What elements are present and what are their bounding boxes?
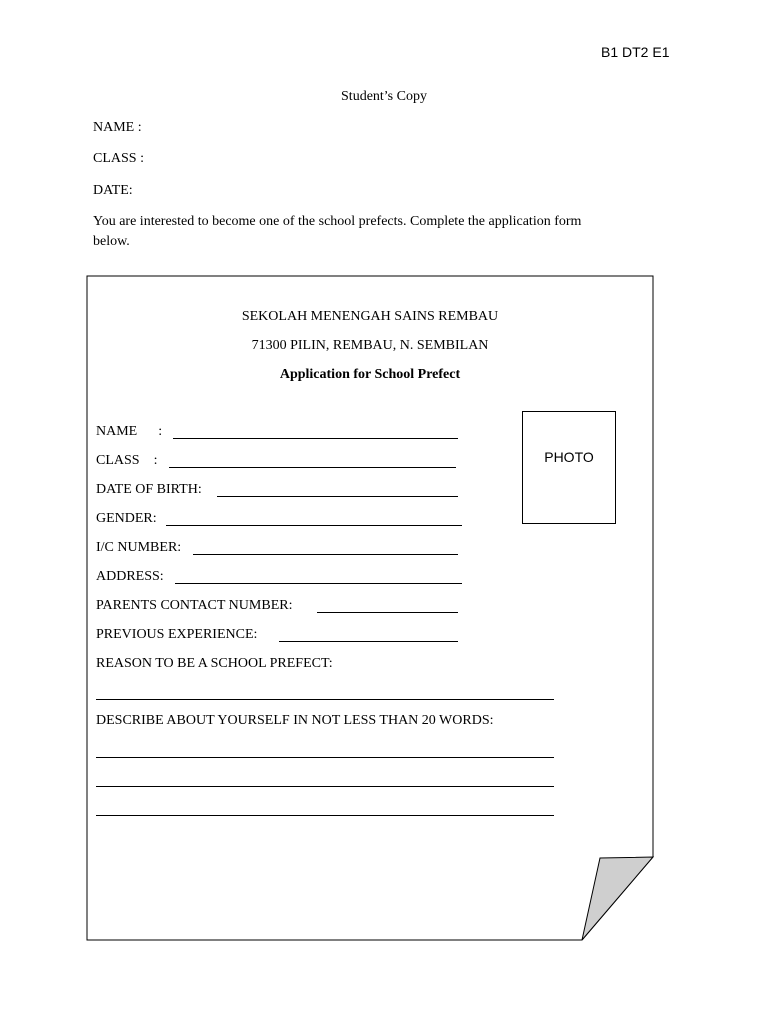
ic-number-line[interactable] xyxy=(193,554,458,555)
instruction-line-2: below. xyxy=(93,234,130,249)
student-name-label: NAME : xyxy=(93,120,142,135)
dob-line[interactable] xyxy=(217,496,458,497)
reason-line[interactable] xyxy=(96,699,554,700)
describe-field-label: DESCRIBE ABOUT YOURSELF IN NOT LESS THAN 20 WORDS: xyxy=(96,713,494,728)
student-date-label: DATE: xyxy=(93,183,133,198)
dob-field-label: DATE OF BIRTH: xyxy=(96,482,202,497)
instruction-line-1: You are interested to become one of the school prefects. Complete the application form xyxy=(93,214,582,229)
describe-line-3[interactable] xyxy=(96,815,554,816)
previous-experience-line[interactable] xyxy=(279,641,458,642)
photo-label: PHOTO xyxy=(544,449,594,465)
address-field-label: ADDRESS: xyxy=(96,569,164,584)
ic-number-field-label: I/C NUMBER: xyxy=(96,540,182,555)
address-line[interactable] xyxy=(175,583,462,584)
class-line[interactable] xyxy=(169,467,456,468)
parents-contact-line[interactable] xyxy=(317,612,458,613)
reason-field-label: REASON TO BE A SCHOOL PREFECT: xyxy=(96,656,333,671)
school-address: 71300 PILIN, REMBAU, N. SEMBILAN xyxy=(251,338,489,353)
document-code: B1 DT2 E1 xyxy=(601,44,670,60)
gender-line[interactable] xyxy=(166,525,462,526)
form-title: Application for School Prefect xyxy=(279,367,461,382)
copy-title: Student’s Copy xyxy=(341,89,427,104)
name-field-label: NAME : xyxy=(96,424,163,439)
describe-line-2[interactable] xyxy=(96,786,554,787)
class-field-label: CLASS : xyxy=(96,453,158,468)
parents-contact-field-label: PARENTS CONTACT NUMBER: xyxy=(96,598,293,613)
previous-experience-field-label: PREVIOUS EXPERIENCE: xyxy=(96,627,258,642)
name-line[interactable] xyxy=(173,438,458,439)
describe-line-1[interactable] xyxy=(96,757,554,758)
student-class-label: CLASS : xyxy=(93,151,144,166)
school-name: SEKOLAH MENENGAH SAINS REMBAU xyxy=(241,309,499,324)
photo-box[interactable] xyxy=(522,411,616,524)
gender-field-label: GENDER: xyxy=(96,511,157,526)
